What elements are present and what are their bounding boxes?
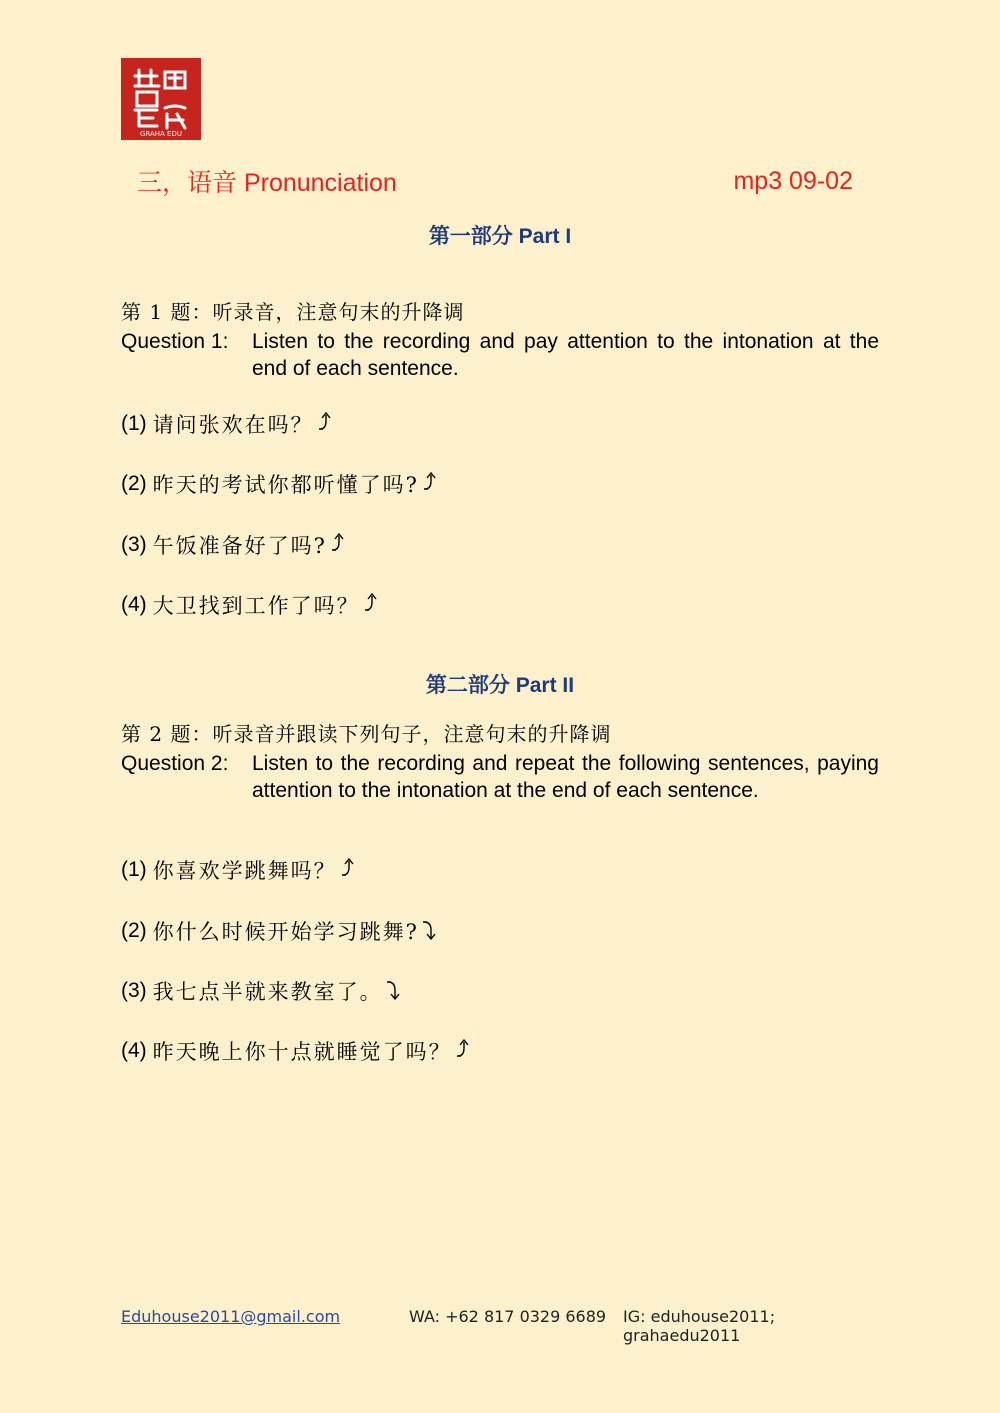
part1-sentence-2 [121, 469, 441, 499]
sentence-number: (1) [121, 858, 147, 881]
instagram-contact: IG: eduhouse2011; grahaedu2011 [623, 1307, 776, 1345]
sentence-text: 我七点半就来教室了。 [152, 980, 383, 1004]
rising-intonation-icon [339, 855, 359, 885]
question2-label: Question 2: [121, 752, 229, 775]
part2-sentence-4 [121, 1036, 474, 1066]
falling-intonation-icon [385, 974, 405, 1008]
sentence-text: 请问张欢在吗？ [152, 413, 314, 437]
question1-english [121, 328, 879, 382]
sentence-text: 你什么时候开始学习跳舞? [152, 920, 419, 944]
question1-chinese: 第 1 题：听录音，注意句末的升降调 [121, 300, 465, 324]
question1-text: Listen to the recording and pay attention to the intonation at the end of each sentence. [252, 330, 879, 380]
sentence-number: (4) [121, 593, 147, 616]
part2-sentence-3 [121, 976, 405, 1006]
rising-intonation-icon [454, 1036, 474, 1066]
part2-heading: 第二部分 Part II [425, 674, 575, 697]
part1-sentence-1 [121, 409, 336, 439]
section-title: 三，语音 Pronunciation [137, 169, 397, 197]
sentence-number: (4) [121, 1039, 147, 1062]
question2-english [121, 750, 879, 804]
part2-sentence-1 [121, 855, 359, 885]
part1-sentence-3 [121, 530, 349, 560]
part1-sentence-4 [121, 590, 382, 620]
question2-chinese: 第 2 题：听录音并跟读下列句子，注意句末的升降调 [121, 722, 612, 746]
rising-intonation-icon [421, 469, 441, 499]
question2-text: Listen to the recording and repeat the following sentences, paying attention to the intonation at the end of each sentence. [252, 752, 879, 802]
part2-sentence-2 [121, 916, 441, 946]
rising-intonation-icon [362, 590, 382, 620]
rising-intonation-icon [316, 409, 336, 439]
contact-footer [121, 1307, 881, 1345]
rising-intonation-icon [329, 530, 349, 560]
sentence-text: 你喜欢学跳舞吗？ [152, 859, 337, 883]
sentence-number: (2) [121, 472, 147, 495]
sentence-number: (2) [121, 919, 147, 942]
logo-text: GRAHA EDU [139, 130, 183, 138]
graha-edu-logo [121, 58, 201, 140]
sentence-text: 昨天晚上你十点就睡觉了吗？ [152, 1040, 452, 1064]
section-header [137, 166, 853, 196]
part1-heading: 第一部分 Part I [428, 225, 572, 248]
sentence-number: (1) [121, 412, 147, 435]
question1-label: Question 1: [121, 330, 229, 353]
sentence-text: 大卫找到工作了吗？ [152, 594, 360, 618]
email-link[interactable]: Eduhouse2011@gmail.com [121, 1307, 341, 1326]
falling-intonation-icon [421, 914, 441, 948]
sentence-number: (3) [121, 533, 147, 556]
sentence-text: 午饭准备好了吗? [152, 534, 327, 558]
sentence-text: 昨天的考试你都听懂了吗? [152, 473, 419, 497]
whatsapp-contact: WA: +62 817 0329 6689 [409, 1307, 607, 1326]
audio-reference: mp3 09-02 [733, 166, 853, 195]
sentence-number: (3) [121, 979, 147, 1002]
